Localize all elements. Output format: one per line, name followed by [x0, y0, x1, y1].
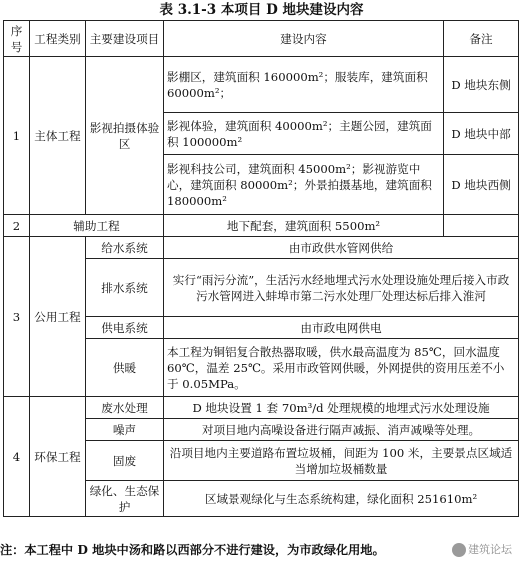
content-cell: 实行“雨污分流”，生活污水经地埋式污水处理设施处理后接入市政污水管网进入蚌埠市第二污水处理厂处理达标后排入淮河 — [164, 259, 519, 317]
table-row — [4, 57, 519, 113]
content-cell: 由市政供水管网供给 — [164, 237, 519, 259]
content-cell: 对项目地内高噪设备进行隔声减振、消声减噪等处理。 — [164, 419, 519, 441]
content-cell: 影视体验，建筑面积 40000m²；主题公园，建筑面积 100000m² — [164, 113, 444, 155]
category-cell: 环保工程 — [30, 397, 86, 517]
seq-cell: 3 — [4, 237, 30, 397]
content-cell: 影视科技公司，建筑面积 45000m²；影视游览中心，建筑面积 80000m²；外景拍摄基地，建筑面积 180000m² — [164, 155, 444, 215]
category-cell: 辅助工程 — [30, 215, 164, 237]
header-content: 建设内容 — [164, 21, 444, 57]
construction-content-table — [3, 20, 519, 517]
watermark-text: 建筑论坛 — [468, 543, 512, 556]
content-cell: 地下配套，建筑面积 5500m² — [164, 215, 444, 237]
remark-cell: D 地块中部 — [444, 113, 519, 155]
content-cell: D 地块设置 1 套 70m³/d 处理规模的地埋式污水处理设施 — [164, 397, 519, 419]
watermark — [449, 539, 515, 561]
chat-bubble-icon — [452, 543, 466, 557]
content-cell: 区域景观绿化与生态系统构建，绿化面积 251610m² — [164, 481, 519, 517]
main-item-cell: 噪声 — [86, 419, 164, 441]
main-item-cell: 给水系统 — [86, 237, 164, 259]
category-cell: 公用工程 — [30, 237, 86, 397]
seq-cell: 2 — [4, 215, 30, 237]
table-caption: 表 3.1-3 本项目 D 地块建设内容 — [159, 2, 364, 18]
header-category: 工程类别 — [30, 21, 86, 57]
header-seq: 序号 — [4, 21, 30, 57]
main-item-cell: 供电系统 — [86, 317, 164, 339]
table-header-row — [4, 21, 519, 57]
table-row — [4, 215, 519, 237]
table-note: 注：本工程中 D 地块中汤和路以西部分不进行建设，为市政绿化用地。 — [0, 543, 385, 557]
content-cell: 由市政电网供电 — [164, 317, 519, 339]
remark-cell — [444, 215, 519, 237]
table-row — [4, 397, 519, 419]
content-cell: 沿项目地内主要道路布置垃圾桶，间距为 100 米，主要景点区域适当增加垃圾桶数量 — [164, 441, 519, 481]
header-main-item: 主要建设项目 — [86, 21, 164, 57]
main-item-cell: 排水系统 — [86, 259, 164, 317]
main-item-cell: 废水处理 — [86, 397, 164, 419]
remark-cell: D 地块西侧 — [444, 155, 519, 215]
content-cell: 影棚区，建筑面积 160000m²；服装库，建筑面积 60000m²； — [164, 57, 444, 113]
main-item-cell: 影视拍摄体验区 — [86, 57, 164, 215]
content-cell: 本工程为铜铝复合散热器取暖，供水最高温度为 85℃，回水温度 60℃，温差 25℃。采用市政管网供暖，外网提供的资用压差不小于 0.05MPa。 — [164, 339, 519, 397]
header-remark: 备注 — [444, 21, 519, 57]
category-cell: 主体工程 — [30, 57, 86, 215]
main-item-cell: 固废 — [86, 441, 164, 481]
table-row — [4, 237, 519, 259]
main-item-cell: 供暖 — [86, 339, 164, 397]
seq-cell: 4 — [4, 397, 30, 517]
seq-cell: 1 — [4, 57, 30, 215]
remark-cell: D 地块东侧 — [444, 57, 519, 113]
main-item-cell: 绿化、生态保护 — [86, 481, 164, 517]
